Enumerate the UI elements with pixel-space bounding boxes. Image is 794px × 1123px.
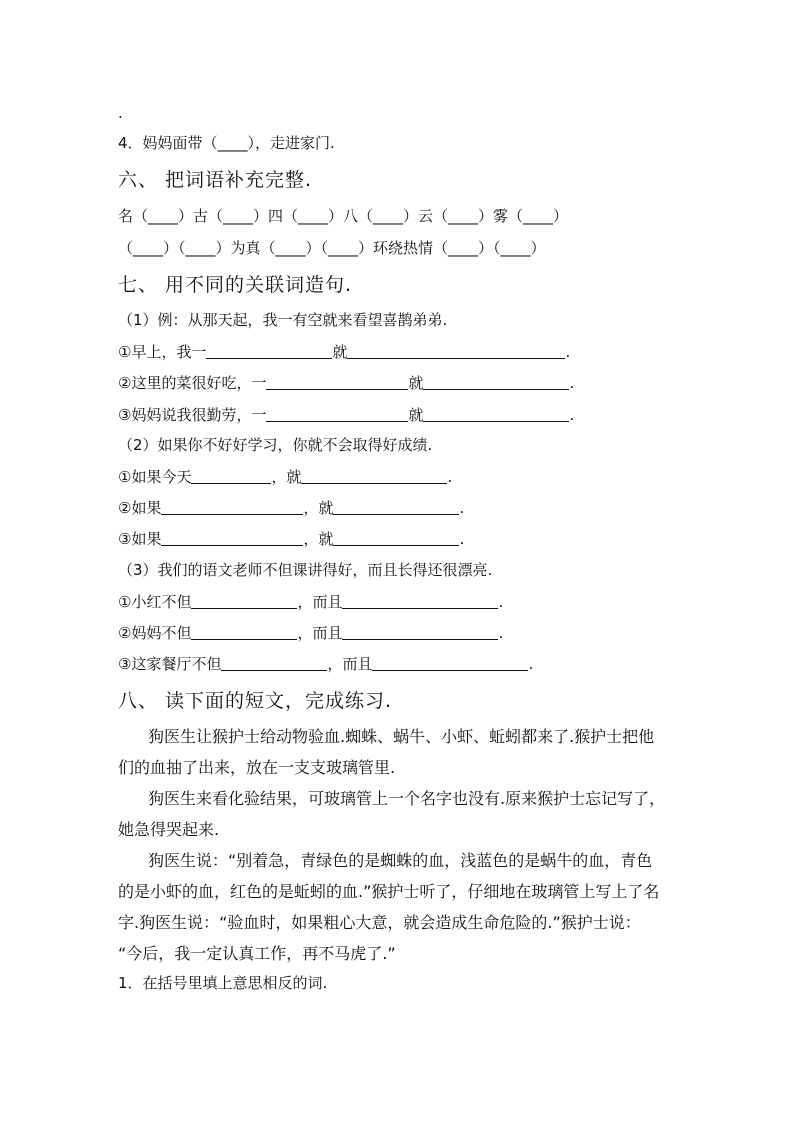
passage-line: 狗医生让猴护士给动物验血.蜘蛛、蜗牛、小虾、蚯蚓都来了.猴护士把他 <box>148 727 655 746</box>
passage-line: 字.狗医生说：“验血时，如果粗心大意，就会造成生命危险的.”猴护士说： <box>118 913 641 932</box>
sentence-item: ②这里的菜很好吃，一 就 . <box>118 374 575 392</box>
section-6-heading: 六、 把词语补充完整. <box>118 169 313 191</box>
answer-blank <box>206 344 332 359</box>
answer-blank <box>191 469 271 484</box>
answer-blank <box>342 625 498 640</box>
section-8-heading: 八、 读下面的短文，完成练习. <box>118 690 393 712</box>
section-6-row-1: 名（____）古（____）四（____）八（____）云（____）雾（____） <box>118 207 569 225</box>
answer-blank <box>333 500 459 515</box>
stray-dot: . <box>118 104 123 122</box>
passage-question-1: 1．在括号里填上意思相反的词. <box>118 974 328 992</box>
answer-blank <box>161 500 303 515</box>
sentence-item: ②妈妈不但 ，而且 . <box>118 624 504 642</box>
sentence-item: ①早上，我一 就 . <box>118 343 571 361</box>
sentence-item: ③妈妈说我很勤劳，一 就 . <box>118 406 575 424</box>
answer-blank <box>423 407 569 422</box>
answer-blank <box>333 531 459 546</box>
sentence-item: ③这家餐厅不但 ，而且 . <box>118 655 534 673</box>
section-7-example-2: （2）如果你不好好学习，你就不会取得好成绩. <box>118 436 433 454</box>
answer-blank <box>301 469 447 484</box>
answer-blank <box>161 531 303 546</box>
passage-line: 的是小虾的血，红色的是蚯蚓的血.”猴护士听了，仔细地在玻璃管上写上了名 <box>118 882 660 901</box>
question-4: 4．妈妈面带（____），走进家门. <box>118 134 335 152</box>
passage-line: 她急得哭起来. <box>118 820 220 839</box>
answer-blank <box>266 375 408 390</box>
section-7-example-3: （3）我们的语文老师不但课讲得好，而且长得还很漂亮. <box>118 561 493 579</box>
answer-blank <box>423 375 569 390</box>
passage-line: “今后，我一定认真工作，再不马虎了.” <box>118 944 396 963</box>
passage-line: 们的血抽了出来，放在一支支玻璃管里. <box>118 758 396 777</box>
answer-blank <box>191 625 297 640</box>
passage-line: 狗医生说：“别着急，青绿色的是蜘蛛的血，浅蓝色的是蜗牛的血，青色 <box>148 851 653 870</box>
answer-blank <box>372 656 528 671</box>
sentence-item: ②如果 ，就 . <box>118 499 465 517</box>
answer-blank <box>221 656 327 671</box>
sentence-item: ①小红不但 ，而且 . <box>118 593 504 611</box>
section-7-heading: 七、 用不同的关联词造句. <box>118 274 353 296</box>
sentence-item: ①如果今天 ，就 . <box>118 468 453 486</box>
section-7-example-1: （1）例：从那天起，我一有空就来看望喜鹊弟弟. <box>118 311 448 329</box>
sentence-item: ③如果 ，就 . <box>118 530 465 548</box>
section-6-row-2: （____）（____）为真（____）（____）环绕热情（____）（____） <box>118 239 546 257</box>
answer-blank <box>342 594 498 609</box>
answer-blank <box>191 594 297 609</box>
passage-line: 狗医生来看化验结果，可玻璃管上一个名字也没有.原来猴护士忘记写了， <box>148 789 666 808</box>
answer-blank <box>347 344 565 359</box>
answer-blank <box>266 407 408 422</box>
